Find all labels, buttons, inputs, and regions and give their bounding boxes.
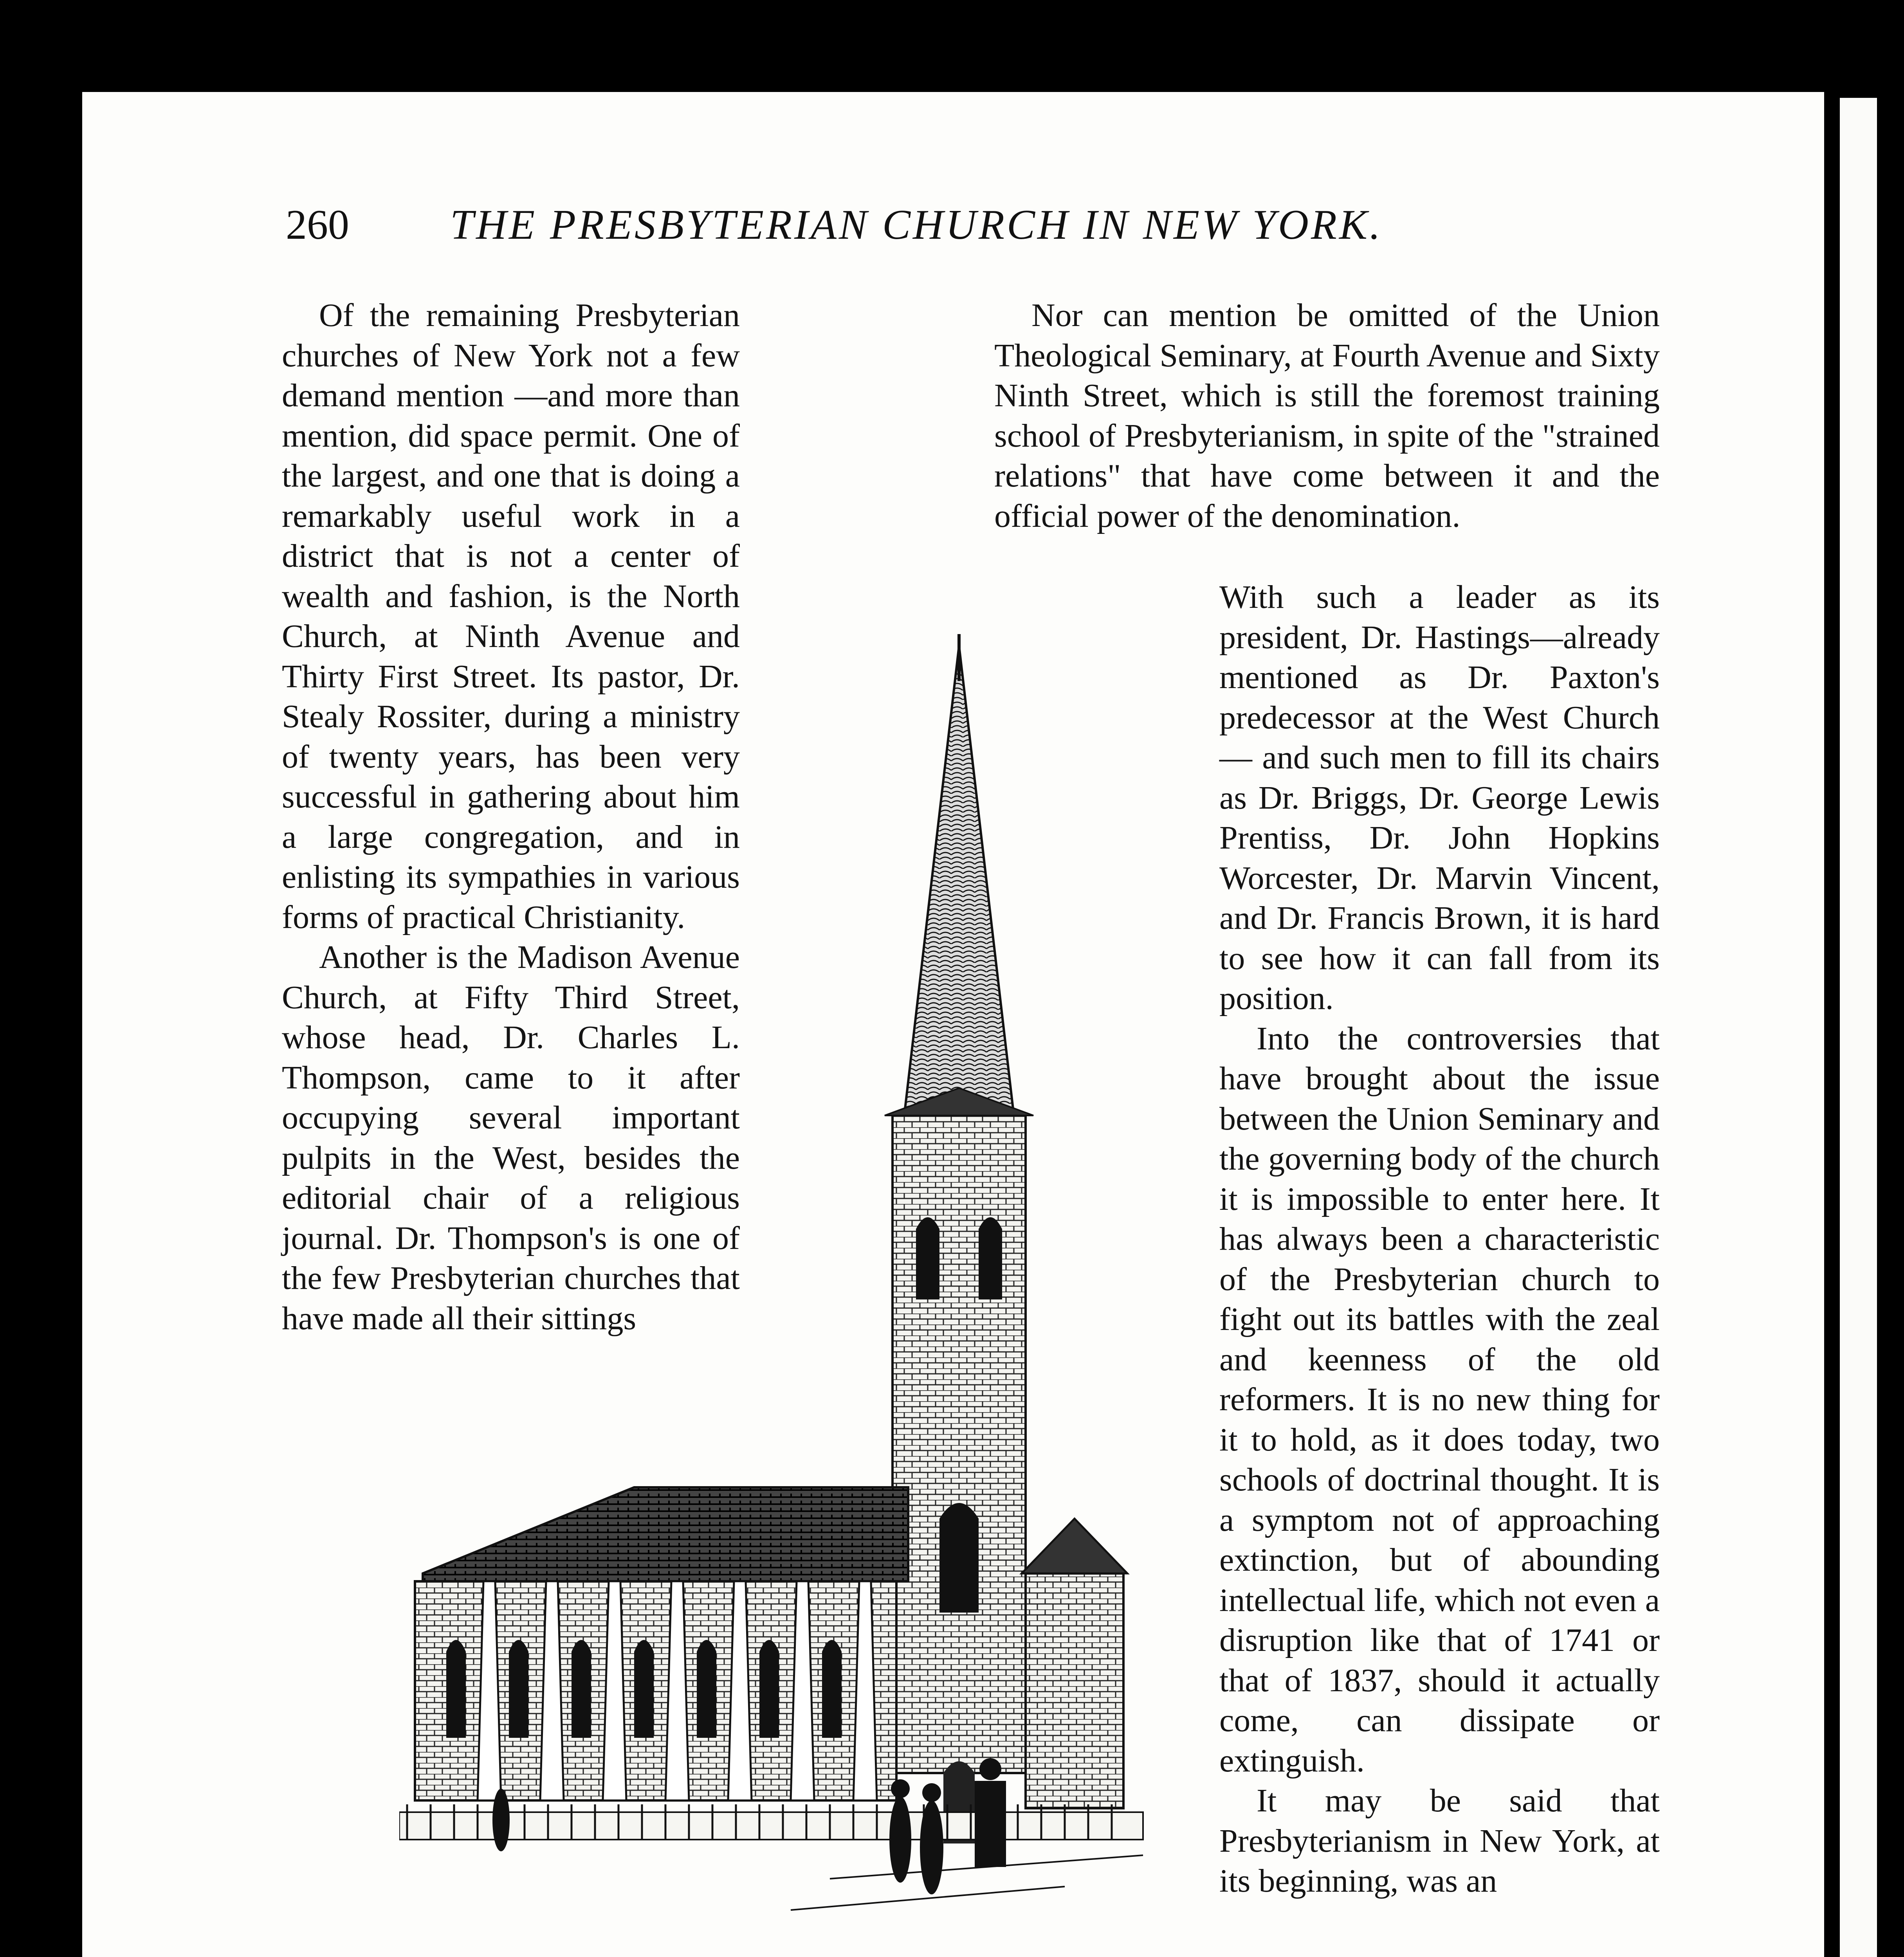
paragraph: Nor can mention be omitted of the Union Theological Seminary, at Fourth Avenue and Sixty Ninth Street, which is still the foremost training school of Presbyterianism, in spite of the "strained relations" that have come between it and the official power of the denomination. bbox=[994, 297, 1660, 534]
right-column-narrow bbox=[1219, 577, 1660, 1901]
paragraph: With such a leader as its president, Dr. Hastings—already mentioned as Dr. Paxton's predecessor at the West Church — and such men to fill its chairs as Dr. Briggs, Dr. George Lewis Prentiss, Dr. John Hopkins Worcester, Dr. Marvin Vincent, and Dr. Francis Brown, it is hard to see how it can fall from its position. bbox=[1219, 579, 1660, 1016]
right-column-top bbox=[994, 296, 1660, 536]
paragraph: Into the controversies that have brought about the issue between the Union Seminary and the governing body of the church it is impossible to enter here. It has always been a characteristic of the Presbyterian church to fight out its battles with the zeal and keenness of the old reformers. It is no new thing for it to hold, as it does today, two schools of doctrinal thought. It is a symptom not of approaching extinction, but of abounding intellectual life, which not even a disruption like that of 1741 or that of 1837, should it actually come, can dissipate or extinguish. bbox=[1219, 1020, 1660, 1779]
church-engraving bbox=[399, 634, 1213, 1957]
page-number: 260 bbox=[286, 202, 349, 248]
church-illustration bbox=[399, 634, 1213, 1957]
running-title: THE PRESBYTERIAN CHURCH IN NEW YORK. bbox=[450, 202, 1383, 248]
paragraph: Of the remaining Presbyterian churches of New York not a few demand mention —and more than mention, did space permit. One of the largest, and one that is doing a remarkably useful work in a district that is not a center of wealth and fashion, is the North Church, at Ninth Avenue and Thirty First Street. Its pastor, Dr. Stealy Rossiter, during a ministry of twenty years, has been very successful in gathering about him a large congregation, and in enlisting its sympathies in various forms of practical Christianity. bbox=[282, 297, 740, 935]
next-page-edge bbox=[1840, 98, 1877, 1957]
page-header bbox=[204, 198, 1534, 252]
paragraph: It may be said that Presbyterianism in New York, at its beginning, was an bbox=[1219, 1782, 1660, 1899]
paragraph: Another is the Madison Avenue Church, at Fifty Third Street, whose head, Dr. Charles L. Thompson, came to it after occupying several important pulpits in the West, besides the editorial chair of a religious journal. Dr. Thompson's is one of the few Presbyterian churches that have made all their sittings bbox=[282, 939, 740, 1337]
